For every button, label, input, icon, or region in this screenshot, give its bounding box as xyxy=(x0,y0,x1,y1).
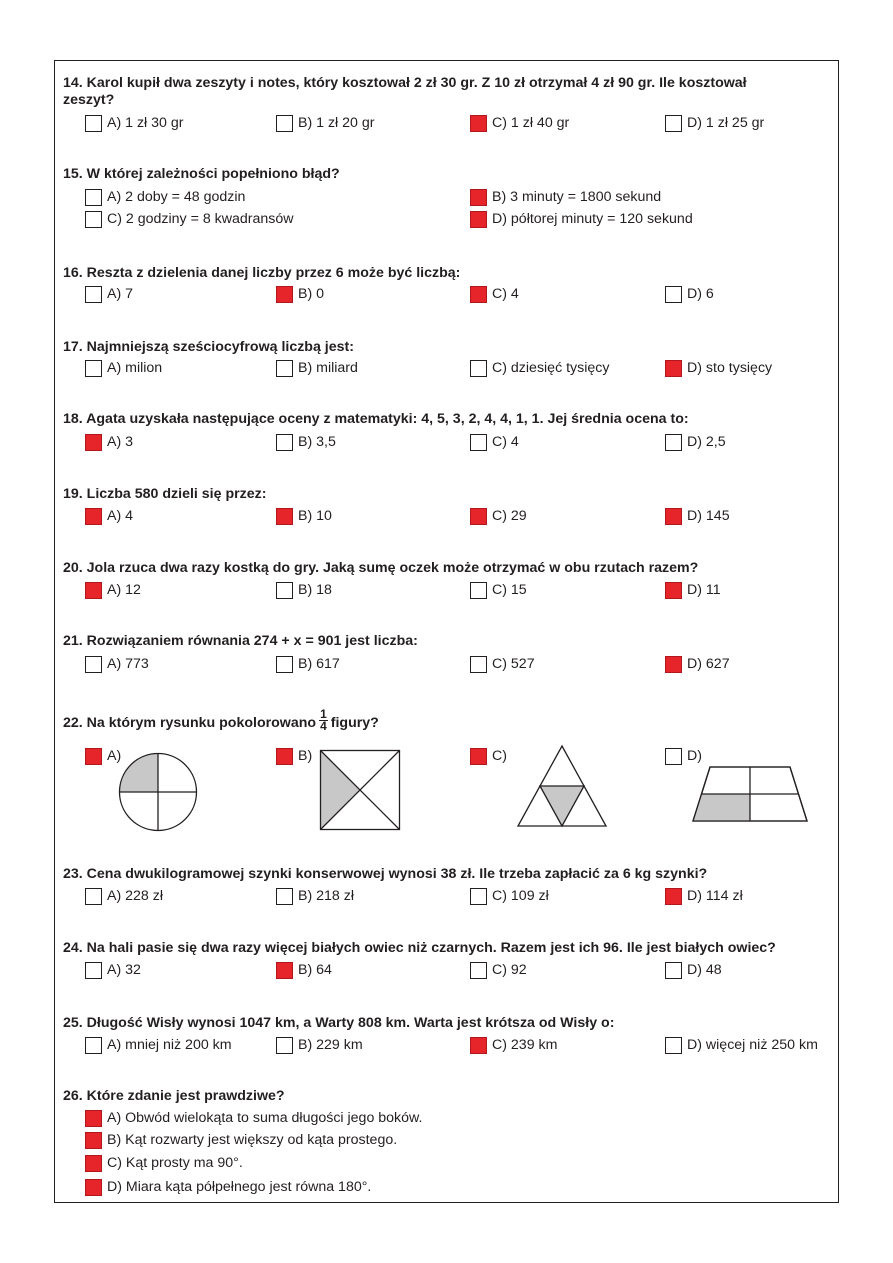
answer-label: B) miliard xyxy=(298,360,358,376)
answer-label: C) xyxy=(492,748,507,764)
answer-label: A) 773 xyxy=(107,656,149,672)
answer-option[interactable] xyxy=(85,209,294,229)
answer-label: C) 1 zł 40 gr xyxy=(492,115,570,131)
figure-c-triangle xyxy=(516,744,608,828)
answer-option[interactable] xyxy=(276,1035,363,1055)
answer-option[interactable] xyxy=(85,187,245,207)
figure-b-square-diagonals xyxy=(319,749,401,831)
answer-checkbox[interactable] xyxy=(665,508,682,525)
answer-label: D) półtorej minuty = 120 sekund xyxy=(492,211,693,227)
answer-option[interactable] xyxy=(470,654,535,674)
answer-checkbox[interactable] xyxy=(470,582,487,599)
answer-option[interactable] xyxy=(85,1108,422,1128)
answer-label: D) 6 xyxy=(687,286,714,302)
answer-label: C) 15 xyxy=(492,582,527,598)
answer-option[interactable] xyxy=(85,1130,397,1150)
answer-checkbox[interactable] xyxy=(85,1179,102,1196)
question-text xyxy=(63,706,823,737)
question-text-after: figury? xyxy=(330,715,379,731)
answer-label: B) 10 xyxy=(298,508,332,524)
fraction-numerator: 1 xyxy=(320,706,327,721)
question-text: 14. Karol kupił dwa zeszyty i notes, który kosztował 2 zł 30 gr. Z 10 zł otrzymał 4 zł 90 gr. Ile kosztował zeszyt? xyxy=(63,75,747,108)
answer-checkbox[interactable] xyxy=(85,888,102,905)
answer-checkbox[interactable] xyxy=(85,1155,102,1172)
answer-option[interactable] xyxy=(665,358,772,378)
answer-checkbox[interactable] xyxy=(470,748,487,765)
question-text: 23. Cena dwukilogramowej szynki konserwowej wynosi 38 zł. Ile trzeba zapłacić za 6 kg szynki? xyxy=(63,866,708,882)
question-text: 19. Liczba 580 dzieli się przez: xyxy=(63,486,267,502)
answer-checkbox[interactable] xyxy=(85,1110,102,1127)
answer-checkbox[interactable] xyxy=(85,1132,102,1149)
answer-label: A) 12 xyxy=(107,582,141,598)
answer-checkbox[interactable] xyxy=(85,748,102,765)
answer-label: D) 2,5 xyxy=(687,434,726,450)
answer-label: B) 3,5 xyxy=(298,434,336,450)
answer-checkbox[interactable] xyxy=(85,582,102,599)
answer-option[interactable] xyxy=(470,358,609,378)
answer-label: D) xyxy=(687,748,702,764)
answer-checkbox[interactable] xyxy=(470,888,487,905)
answer-option[interactable] xyxy=(470,1035,557,1055)
answer-option[interactable] xyxy=(276,432,336,452)
answer-checkbox[interactable] xyxy=(85,962,102,979)
figure-d-trapezoid xyxy=(690,765,810,823)
answer-option[interactable] xyxy=(665,1035,818,1055)
answer-checkbox[interactable] xyxy=(665,748,682,765)
answer-label: B) 64 xyxy=(298,962,332,978)
answer-checkbox[interactable] xyxy=(276,360,293,377)
question-text: 20. Jola rzuca dwa razy kostką do gry. Jaką sumę oczek może otrzymać w obu rzutach razem? xyxy=(63,560,699,576)
answer-checkbox[interactable] xyxy=(85,360,102,377)
answer-option[interactable] xyxy=(85,506,133,526)
answer-checkbox[interactable] xyxy=(470,286,487,303)
answer-checkbox[interactable] xyxy=(665,582,682,599)
answer-option[interactable] xyxy=(276,580,332,600)
answer-checkbox[interactable] xyxy=(276,888,293,905)
answer-checkbox[interactable] xyxy=(276,115,293,132)
answer-option[interactable] xyxy=(85,432,133,452)
question-text-before: 22. Na którym rysunku pokolorowano xyxy=(63,715,317,731)
answer-checkbox[interactable] xyxy=(85,286,102,303)
answer-checkbox[interactable] xyxy=(470,189,487,206)
answer-checkbox[interactable] xyxy=(665,1037,682,1054)
answer-checkbox[interactable] xyxy=(85,656,102,673)
answer-label: C) 92 xyxy=(492,962,527,978)
answer-option[interactable] xyxy=(470,432,519,452)
answer-label: B) 218 zł xyxy=(298,888,354,904)
answer-checkbox[interactable] xyxy=(470,1037,487,1054)
answer-option[interactable] xyxy=(276,506,332,526)
answer-label: C) dziesięć tysięcy xyxy=(492,360,610,376)
answer-option[interactable] xyxy=(470,113,569,133)
answer-label: D) 1 zł 25 gr xyxy=(687,115,765,131)
answer-checkbox[interactable] xyxy=(276,286,293,303)
answer-option[interactable] xyxy=(276,654,340,674)
answer-label: D) 48 xyxy=(687,962,722,978)
answer-option[interactable] xyxy=(276,886,354,906)
answer-option[interactable] xyxy=(276,113,375,133)
answer-option[interactable] xyxy=(665,580,721,600)
answer-option[interactable] xyxy=(665,432,726,452)
answer-label: C) 239 km xyxy=(492,1037,558,1053)
answer-label: C) 29 xyxy=(492,508,527,524)
fraction-one-quarter xyxy=(319,706,328,733)
answer-label: A) xyxy=(107,748,122,764)
question-text: 25. Długość Wisły wynosi 1047 km, a Warty 808 km. Warta jest krótsza od Wisły o: xyxy=(63,1015,615,1031)
answer-label: B) xyxy=(298,748,313,764)
answer-checkbox[interactable] xyxy=(470,656,487,673)
question-text: 17. Najmniejszą sześciocyfrową liczbą jest: xyxy=(63,339,354,355)
answer-label: A) mniej niż 200 km xyxy=(107,1037,232,1053)
answer-label: A) 1 zł 30 gr xyxy=(107,115,184,131)
answer-checkbox[interactable] xyxy=(665,286,682,303)
question-text: 18. Agata uzyskała następujące oceny z matematyki: 4, 5, 3, 2, 4, 4, 1, 1. Jej średnia ocena to: xyxy=(63,411,689,427)
answer-label: D) Miara kąta półpełnego jest równa 180°. xyxy=(107,1179,372,1195)
answer-checkbox[interactable] xyxy=(276,508,293,525)
answer-option[interactable] xyxy=(665,886,743,906)
question-text: 15. W której zależności popełniono błąd? xyxy=(63,166,340,182)
answer-label: B) 617 xyxy=(298,656,340,672)
question-text: 16. Reszta z dzielenia danej liczby przez 6 może być liczbą: xyxy=(63,265,461,281)
answer-option[interactable] xyxy=(470,746,507,766)
answer-label: A) milion xyxy=(107,360,163,376)
answer-checkbox[interactable] xyxy=(85,1037,102,1054)
answer-checkbox[interactable] xyxy=(470,360,487,377)
answer-label: A) Obwód wielokąta to suma długości jego boków. xyxy=(107,1110,423,1126)
answer-checkbox[interactable] xyxy=(276,962,293,979)
answer-label: A) 3 xyxy=(107,434,134,450)
answer-label: A) 32 xyxy=(107,962,141,978)
answer-label: D) 627 xyxy=(687,656,730,672)
answer-option[interactable] xyxy=(85,580,141,600)
answer-option[interactable] xyxy=(85,358,162,378)
answer-checkbox[interactable] xyxy=(85,508,102,525)
answer-option[interactable] xyxy=(470,580,527,600)
question-text: 26. Które zdanie jest prawdziwe? xyxy=(63,1088,285,1104)
answer-option[interactable] xyxy=(85,1153,243,1173)
answer-option[interactable] xyxy=(276,358,358,378)
answer-option[interactable] xyxy=(470,960,527,980)
answer-label: C) Kąt prosty ma 90°. xyxy=(107,1155,243,1171)
answer-checkbox[interactable] xyxy=(665,360,682,377)
answer-label: C) 4 xyxy=(492,286,519,302)
answer-checkbox[interactable] xyxy=(276,434,293,451)
answer-checkbox[interactable] xyxy=(665,434,682,451)
answer-checkbox[interactable] xyxy=(85,115,102,132)
answer-option[interactable] xyxy=(665,284,714,304)
fraction-denominator: 4 xyxy=(320,718,327,733)
answer-option[interactable] xyxy=(85,1035,232,1055)
answer-option[interactable] xyxy=(470,886,549,906)
answer-option[interactable] xyxy=(85,746,121,766)
answer-checkbox[interactable] xyxy=(665,962,682,979)
answer-checkbox[interactable] xyxy=(85,434,102,451)
question-text: 24. Na hali pasie się dwa razy więcej białych owiec niż czarnych. Razem jest ich 96. Ile jest białych owiec? xyxy=(63,940,776,956)
answer-label: D) 145 xyxy=(687,508,730,524)
answer-label: C) 527 xyxy=(492,656,535,672)
answer-label: D) 11 xyxy=(687,582,721,598)
answer-option[interactable] xyxy=(85,960,141,980)
answer-option[interactable] xyxy=(85,1177,371,1197)
answer-label: D) 114 zł xyxy=(687,888,743,904)
answer-option[interactable] xyxy=(276,960,332,980)
answer-label: B) Kąt rozwarty jest większy od kąta prostego. xyxy=(107,1132,398,1148)
answer-label: D) więcej niż 250 km xyxy=(687,1037,818,1053)
answer-option[interactable] xyxy=(665,113,764,133)
answer-checkbox[interactable] xyxy=(470,508,487,525)
figure-a-quartered-circle xyxy=(118,752,198,832)
answer-checkbox[interactable] xyxy=(85,189,102,206)
answer-option[interactable] xyxy=(85,284,133,304)
answer-label: B) 1 zł 20 gr xyxy=(298,115,375,131)
answer-checkbox[interactable] xyxy=(276,748,293,765)
answer-label: C) 4 xyxy=(492,434,519,450)
answer-option[interactable] xyxy=(470,506,527,526)
answer-label: A) 228 zł xyxy=(107,888,163,904)
answer-label: A) 4 xyxy=(107,508,134,524)
answer-option[interactable] xyxy=(276,746,312,766)
answer-label: C) 109 zł xyxy=(492,888,549,904)
answer-label: D) sto tysięcy xyxy=(687,360,773,376)
answer-label: A) 2 doby = 48 godzin xyxy=(107,189,246,205)
answer-option[interactable] xyxy=(470,209,693,229)
answer-label: B) 229 km xyxy=(298,1037,363,1053)
answer-checkbox[interactable] xyxy=(665,115,682,132)
answer-checkbox[interactable] xyxy=(276,582,293,599)
answer-option[interactable] xyxy=(470,284,519,304)
answer-option[interactable] xyxy=(665,654,730,674)
answer-checkbox[interactable] xyxy=(470,962,487,979)
answer-checkbox[interactable] xyxy=(665,888,682,905)
answer-option[interactable] xyxy=(85,113,184,133)
answer-option[interactable] xyxy=(470,187,661,207)
answer-option[interactable] xyxy=(665,746,702,766)
answer-label: C) 2 godziny = 8 kwadransów xyxy=(107,211,294,227)
answer-label: B) 0 xyxy=(298,286,325,302)
answer-checkbox[interactable] xyxy=(470,434,487,451)
answer-checkbox[interactable] xyxy=(276,656,293,673)
answer-option[interactable] xyxy=(85,886,163,906)
answer-checkbox[interactable] xyxy=(470,211,487,228)
answer-option[interactable] xyxy=(665,960,722,980)
answer-option[interactable] xyxy=(665,506,730,526)
answer-label: A) 7 xyxy=(107,286,134,302)
question-text: 21. Rozwiązaniem równania 274 + x = 901 jest liczba: xyxy=(63,633,418,649)
answer-option[interactable] xyxy=(276,284,324,304)
answer-checkbox[interactable] xyxy=(665,656,682,673)
answer-label: B) 3 minuty = 1800 sekund xyxy=(492,189,662,205)
answer-checkbox[interactable] xyxy=(276,1037,293,1054)
answer-label: B) 18 xyxy=(298,582,332,598)
answer-option[interactable] xyxy=(85,654,149,674)
answer-checkbox[interactable] xyxy=(470,115,487,132)
answer-checkbox[interactable] xyxy=(85,211,102,228)
